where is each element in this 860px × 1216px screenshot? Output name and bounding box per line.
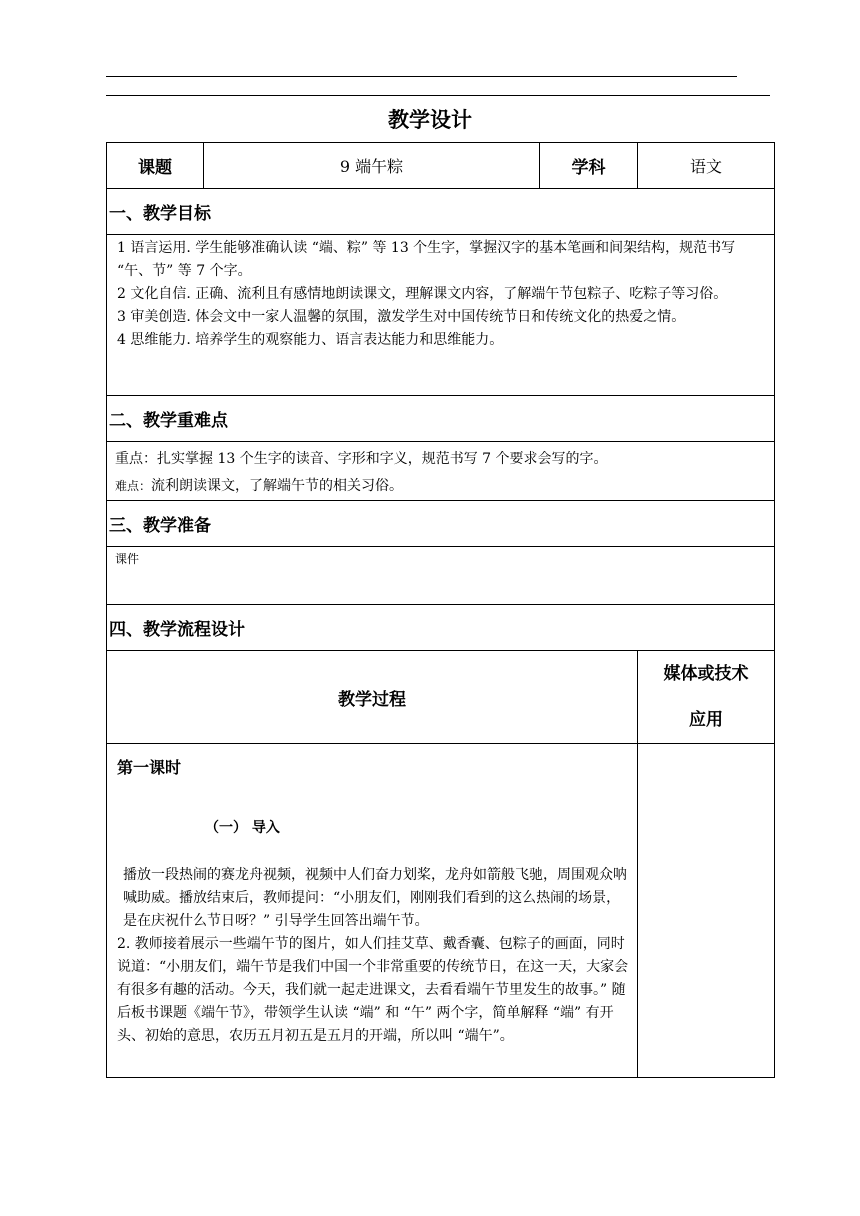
focus-text: 重点：扎实掌握 13 个生字的读音、字形和字义，规范书写 7 个要求会写的字。 — [115, 451, 608, 467]
header-rule-bottom — [106, 95, 770, 96]
goal-item: 3 审美创造. 体会文中一家人温馨的氛围，激发学生对中国传统节日和传统文化的热爱之情。 — [117, 309, 686, 325]
goal-item: 2 文化自信. 正确、流利且有感情地朗读课文，理解课文内容，了解端午节包粽子、吃粽子等习俗。 — [117, 286, 728, 302]
document-title: 教学设计 — [388, 108, 472, 132]
subject-value: 语文 — [638, 143, 775, 189]
intro-paragraph-2: 2. 教师接着展示一些端午节的图片，如人们挂艾草、戴香囊、包粽子的画面，同时说道：“小朋友们，端午节是我们中国一个非常重要的传统节日，在这一天，大家会有很多有趣的活动。今天，我们就一起走进课文，去看看端午节里发生的故事。” 随后板书课题《端午节》，带领学生认读 “端” 和 “午” 两个字，简单解释 “端” 有开头、初始的意思，农历五月初五是五月的开端，所以叫 “端午”。 — [117, 936, 629, 1044]
process-content — [107, 744, 638, 1078]
lesson-plan-table — [106, 142, 775, 1078]
preparation-content: 课件 — [107, 547, 775, 605]
key-points-content — [107, 442, 775, 501]
goal-item: 4 思维能力. 培养学生的观察能力、语言表达能力和思维能力。 — [117, 332, 504, 348]
intro-paragraph-1: 播放一段热闹的赛龙舟视频，视频中人们奋力划桨，龙舟如箭般飞驰，周围观众呐喊助威。播放结束后，教师提问：“小朋友们，刚刚我们看到的这么热闹的场景，是在庆祝什么节日呀？” 引导学生回答出端午节。 — [123, 867, 627, 929]
media-column-header — [638, 651, 775, 744]
section-title-process: 四、教学流程设计 — [107, 605, 775, 651]
section-title-key-points: 二、教学重难点 — [107, 396, 775, 442]
goals-content — [107, 235, 775, 396]
header-rule-top — [106, 76, 737, 77]
difficulty-label: 难点： — [115, 479, 152, 493]
lesson-title: 第一课时 — [117, 758, 182, 777]
process-column-header: 教学过程 — [107, 651, 638, 744]
media-header-line1: 媒体或技术 — [663, 664, 749, 684]
topic-value: 9 端午粽 — [204, 143, 540, 189]
subject-label: 学科 — [540, 143, 638, 189]
topic-label: 课题 — [107, 143, 204, 189]
info-row — [107, 143, 775, 189]
media-header-line2: 应用 — [689, 710, 723, 730]
difficulty-text: 流利朗读课文，了解端午节的相关习俗。 — [151, 478, 404, 494]
media-content-cell — [638, 744, 775, 1078]
goal-item: 1 语言运用. 学生能够准确认读 “端、粽” 等 13 个生字，掌握汉字的基本笔画和间架结构，规范书写 “午、节” 等 7 个字。 — [117, 240, 736, 279]
section-title-goals: 一、教学目标 — [107, 189, 775, 235]
section-title-preparation: 三、教学准备 — [107, 501, 775, 547]
part-title: （一） 导入 — [205, 820, 280, 836]
